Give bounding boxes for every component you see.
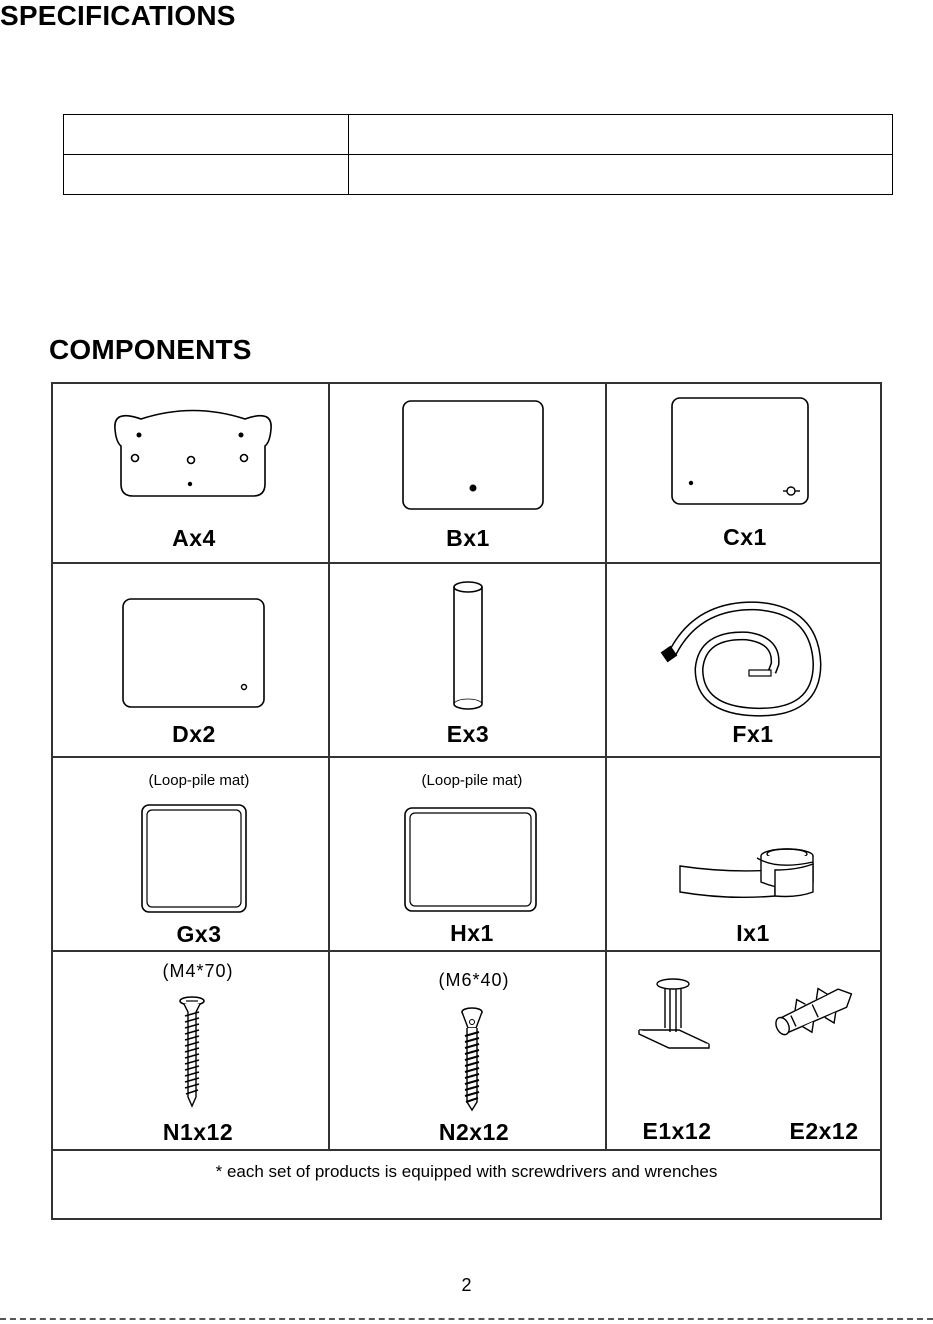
component-label-h: Hx1 (450, 920, 494, 946)
component-label-g: Gx3 (176, 921, 222, 947)
component-cell-e1-e2 (607, 952, 882, 1151)
component-label-i: Ix1 (736, 920, 770, 946)
component-label-d: Dx2 (172, 721, 216, 747)
component-note-h: (Loop-pile mat) (421, 772, 523, 789)
components-title: COMPONENTS (49, 334, 252, 365)
component-cell-f (607, 564, 882, 758)
specifications-title: SPECIFICATIONS (0, 0, 236, 31)
component-cell-b (330, 384, 607, 564)
component-spec-n2: (M6*40) (438, 970, 510, 990)
component-cell-h (330, 758, 607, 952)
component-label-f: Fx1 (732, 721, 774, 747)
component-cell-i (607, 758, 882, 952)
component-label-n2: N2x12 (438, 1119, 510, 1145)
component-label-e: Ex3 (446, 721, 490, 747)
component-label-e2: E2x12 (789, 1118, 859, 1144)
component-cell-n1 (53, 952, 330, 1151)
components-footnote: * each set of products is equipped with screwdrivers and wrenches (215, 1162, 718, 1181)
component-label-a: Ax4 (172, 525, 216, 551)
component-cell-e (330, 564, 607, 758)
table-row (64, 115, 893, 155)
component-label-b: Bx1 (446, 525, 490, 551)
table-row (64, 155, 893, 195)
page-edge-divider (0, 1318, 933, 1320)
component-cell-n2 (330, 952, 607, 1151)
components-grid (51, 382, 882, 1220)
component-spec-n1: (M4*70) (162, 961, 234, 981)
component-label-e1: E1x12 (642, 1118, 712, 1144)
component-cell-c (607, 384, 882, 564)
component-note-g: (Loop-pile mat) (148, 772, 250, 789)
component-label-c: Cx1 (723, 524, 767, 550)
component-label-n1: N1x12 (162, 1119, 234, 1145)
component-cell-g (53, 758, 330, 952)
component-cell-d (53, 564, 330, 758)
page-number: 2 (461, 1275, 472, 1295)
component-cell-a (53, 384, 330, 564)
specifications-table (63, 114, 893, 195)
